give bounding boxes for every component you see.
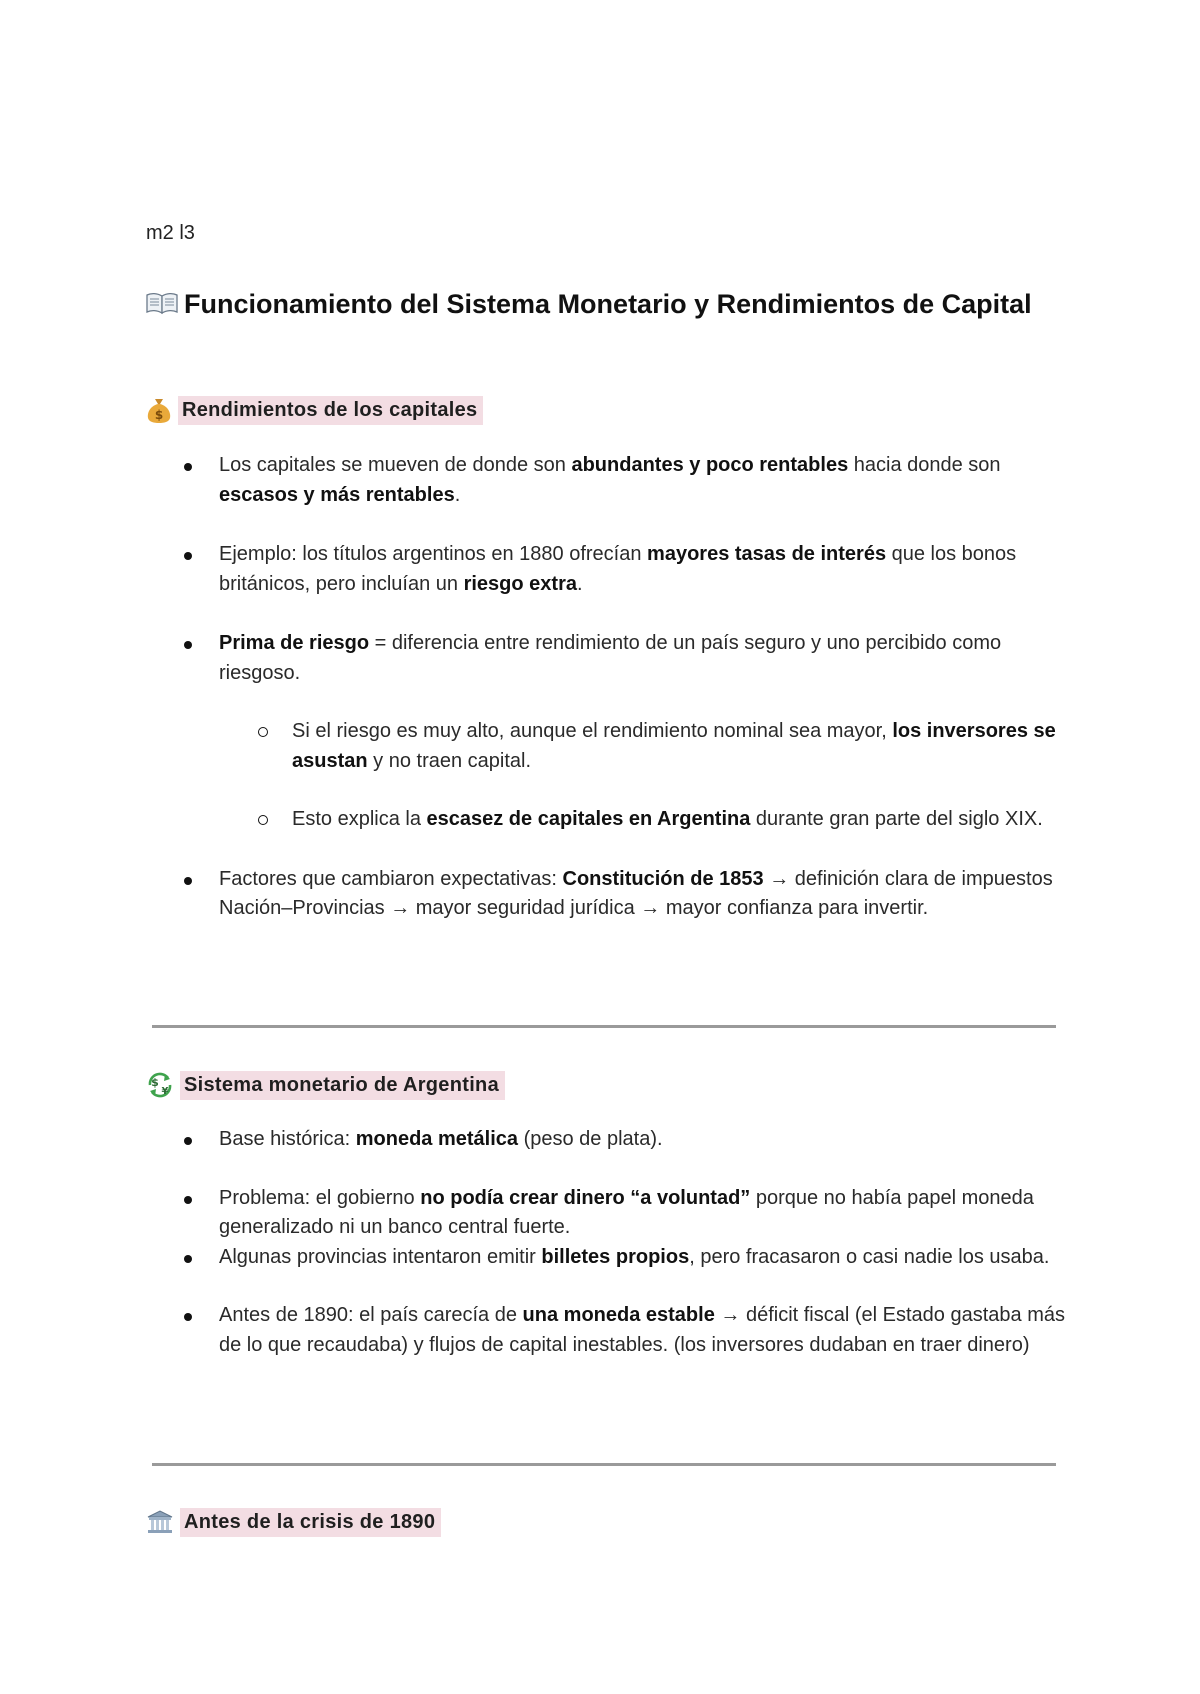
list-item: Ejemplo: los títulos argentinos en 1880 ofrecían mayores tasas de interés que los bonos británicos, pero incluían un riesgo extra.	[146, 540, 1076, 599]
bullet-icon	[184, 1313, 192, 1321]
bullet-icon	[184, 1196, 192, 1204]
list-item: Problema: el gobierno no podía crear dinero “a voluntad” porque no había papel moneda generalizado ni un banco central fuerte.	[146, 1184, 1076, 1243]
list-item: Algunas provincias intentaron emitir billetes propios, pero fracasaron o casi nadie los usaba.	[146, 1243, 1076, 1273]
section-heading-text: Rendimientos de los capitales	[178, 396, 483, 425]
bullet-icon	[184, 877, 192, 885]
section-heading-text: Sistema monetario de Argentina	[180, 1071, 505, 1100]
sub-list-item: Esto explica la escasez de capitales en Argentina durante gran parte del siglo XIX.	[219, 805, 1076, 835]
bullet-icon	[184, 463, 192, 471]
section-heading-rendimientos	[146, 394, 483, 426]
section-divider	[152, 1463, 1056, 1466]
section-heading-crisis-1890	[146, 1506, 441, 1538]
svg-text:$: $	[154, 408, 164, 422]
bullet-list-rendimientos	[146, 451, 1076, 924]
svg-text:¥: ¥	[161, 1086, 169, 1097]
sub-list-item: Si el riesgo es muy alto, aunque el rendimiento nominal sea mayor, los inversores se asustan y no traen capital.	[219, 717, 1076, 776]
list-item: Factores que cambiaron expectativas: Constitución de 1853 → definición clara de impuestos Nación–Provincias → mayor seguridad jurídica → mayor confianza para invertir.	[146, 865, 1076, 924]
bullet-icon	[184, 1255, 192, 1263]
hollow-bullet-icon	[258, 815, 268, 825]
open-book-icon	[146, 291, 178, 315]
currency-exchange-icon	[146, 1071, 174, 1099]
list-item: Antes de 1890: el país carecía de una moneda estable → déficit fiscal (el Estado gastaba más de lo que recaudaba) y flujos de capital inestables. (los inversores dudaban en traer dinero)	[146, 1301, 1076, 1360]
hollow-bullet-icon	[258, 727, 268, 737]
page-title	[146, 286, 1046, 322]
document-label: m2 l3	[146, 222, 195, 244]
section-divider	[152, 1025, 1056, 1028]
sub-list	[219, 717, 1076, 835]
bank-icon	[146, 1509, 174, 1535]
section-heading-sistema-monetario	[146, 1069, 505, 1101]
list-item: Base histórica: moneda metálica (peso de plata).	[146, 1125, 1076, 1155]
svg-text:$: $	[151, 1076, 159, 1089]
bullet-icon	[184, 641, 192, 649]
bullet-list-sistema-monetario	[146, 1125, 1076, 1360]
money-bag-icon	[146, 396, 172, 424]
list-item: Los capitales se mueven de donde son abundantes y poco rentables hacia donde son escasos y más rentables.	[146, 451, 1076, 510]
page-title-text: Funcionamiento del Sistema Monetario y Rendimientos de Capital	[184, 289, 1032, 319]
bullet-icon	[184, 1137, 192, 1145]
section-heading-text: Antes de la crisis de 1890	[180, 1508, 441, 1537]
bullet-icon	[184, 552, 192, 560]
list-item: Prima de riesgo = diferencia entre rendimiento de un país seguro y uno percibido como riesgoso. Si el riesgo es muy alto, aunque el rendimiento nominal sea mayor, los inversores se asustan y no traen capital. Esto explica la escasez de capitales en Argentina durante gran parte del siglo XIX.	[146, 629, 1076, 835]
